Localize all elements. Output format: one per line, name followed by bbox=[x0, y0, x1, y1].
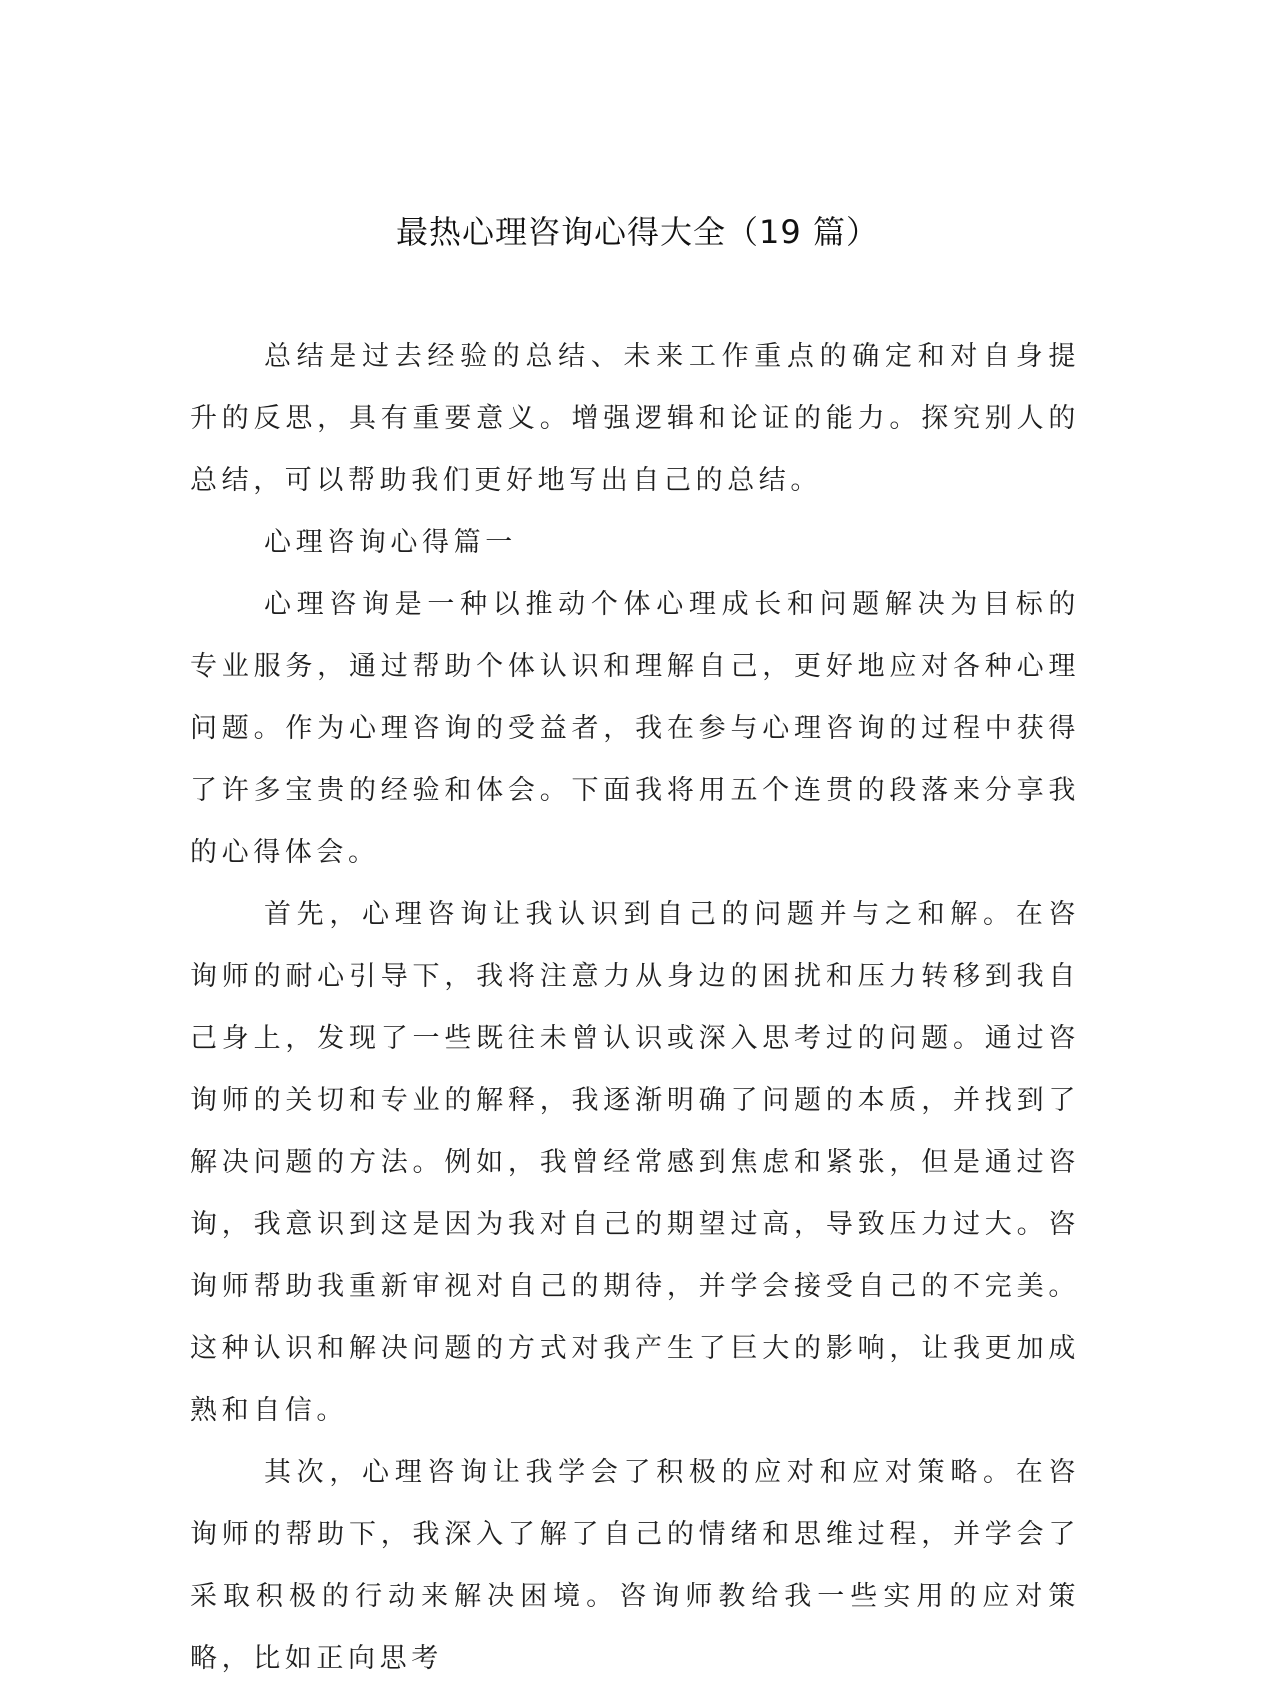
body-paragraph: 心理咨询是一种以推动个体心理成长和问题解决为目标的专业服务，通过帮助个体认识和理解自己，更好地应对各种心理问题。作为心理咨询的受益者，我在参与心理咨询的过程中获得了许多宝贵的经验和体会。下面我将用五个连贯的段落来分享我的心得体会。 bbox=[190, 589, 1080, 868]
document-title: 最热心理咨询心得大全（19 篇） bbox=[396, 213, 879, 251]
body-paragraph: 首先，心理咨询让我认识到自己的问题并与之和解。在咨询师的耐心引导下，我将注意力从身边的困扰和压力转移到我自己身上，发现了一些既往未曾认识或深入思考过的问题。通过咨询师的关切和专业的解释，我逐渐明确了问题的本质，并找到了解决问题的方法。例如，我曾经常感到焦虑和紧张，但是通过咨询，我意识到这是因为我对自己的期望过高，导致压力过大。咨询师帮助我重新审视对自己的期待，并学会接受自己的不完美。这种认识和解决问题的方式对我产生了巨大的影响，让我更加成熟和自信。 bbox=[190, 899, 1080, 1426]
section-heading: 心理咨询心得篇一 bbox=[264, 527, 517, 558]
intro-paragraph: 总结是过去经验的总结、未来工作重点的确定和对自身提升的反思，具有重要意义。增强逻辑和论证的能力。探究别人的总结，可以帮助我们更好地写出自己的总结。 bbox=[190, 341, 1080, 496]
body-paragraph: 其次，心理咨询让我学会了积极的应对和应对策略。在咨询师的帮助下，我深入了解了自己的情绪和思维过程，并学会了采取积极的行动来解决困境。咨询师教给我一些实用的应对策略，比如正向思考 bbox=[190, 1457, 1080, 1674]
document-body bbox=[190, 326, 1080, 1690]
